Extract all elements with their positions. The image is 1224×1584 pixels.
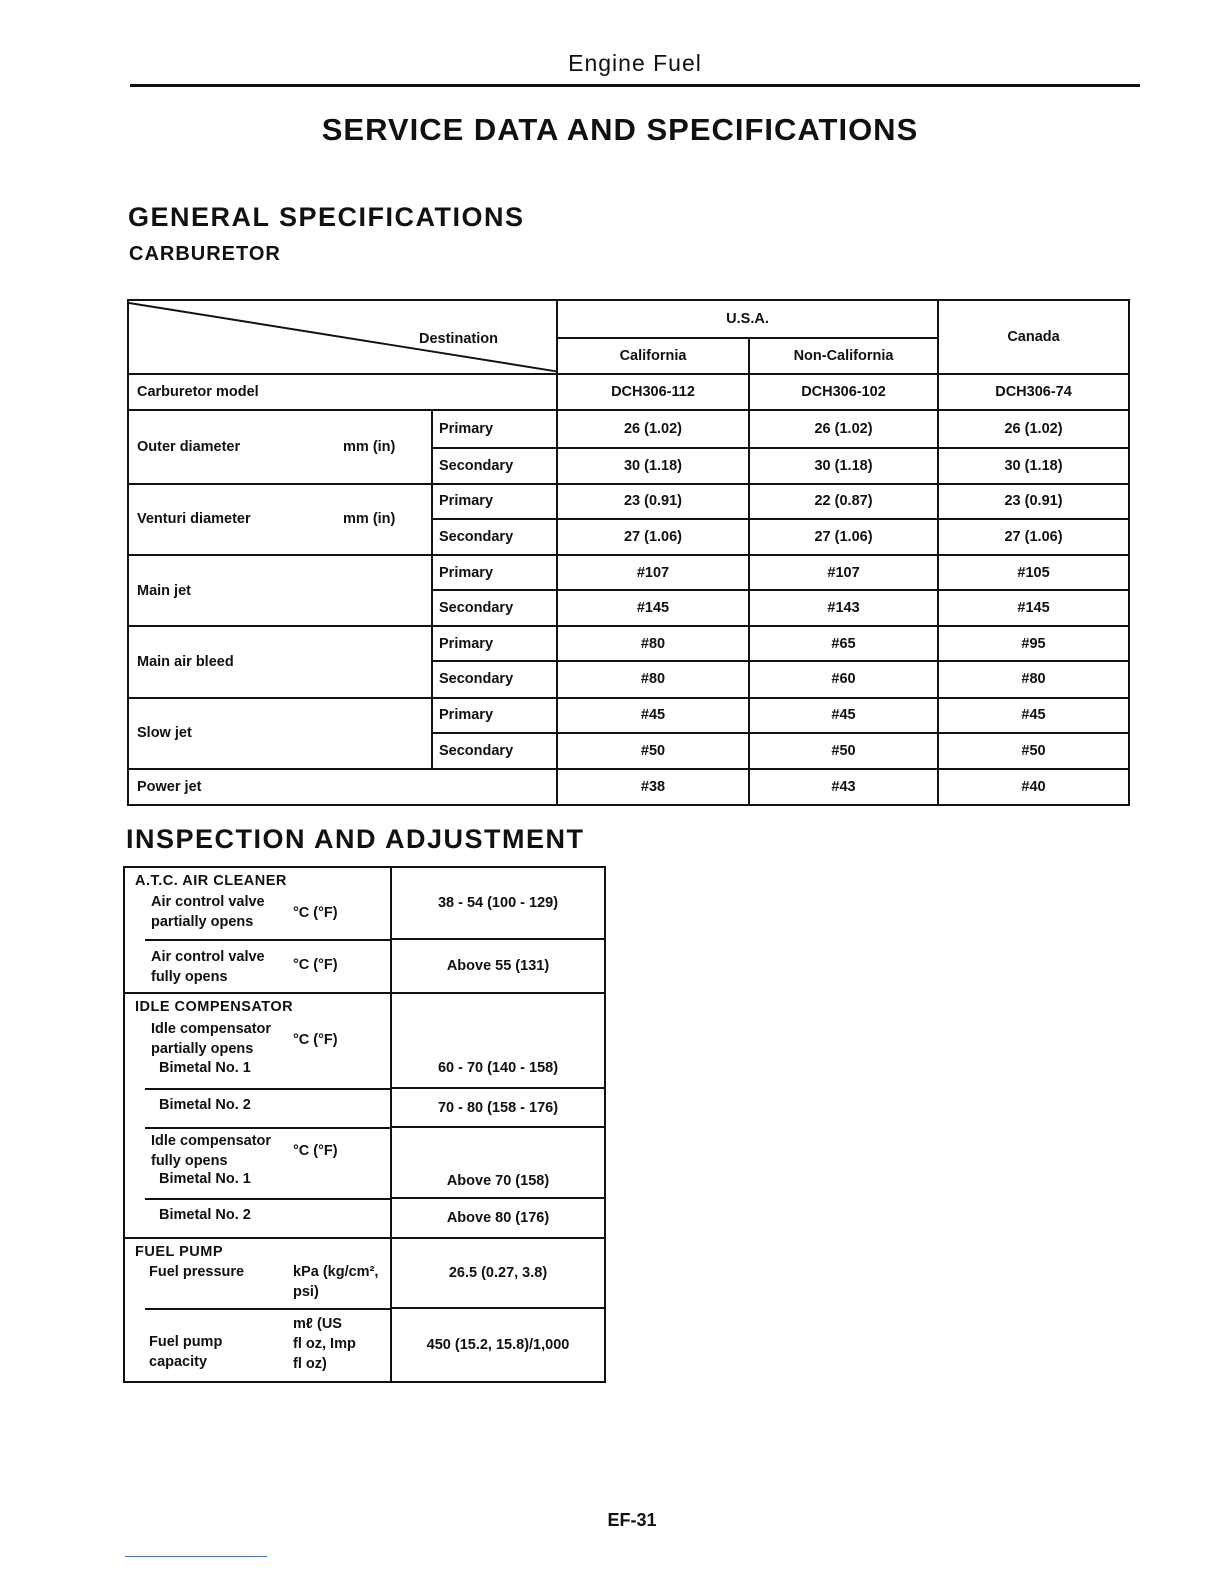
table-row — [124, 993, 605, 1088]
idle-full-label-cell — [124, 1127, 391, 1198]
bottom-rule — [125, 1556, 267, 1557]
table-row — [128, 484, 1129, 519]
canada-header: Canada — [938, 300, 1129, 374]
sub-label: Primary — [432, 555, 557, 590]
cell-non-california: 30 (1.18) — [749, 448, 938, 484]
cell-canada: #50 — [938, 733, 1129, 769]
row-unit: mm (in) — [343, 439, 396, 456]
row-label-text: Venturi diameter — [137, 511, 251, 528]
sub-label: Primary — [432, 484, 557, 519]
table-row — [124, 1198, 605, 1238]
table-row — [124, 867, 605, 939]
header-rule — [130, 84, 1140, 87]
sub-label: Primary — [432, 698, 557, 733]
cell-california: #145 — [557, 590, 749, 626]
table-row — [124, 1088, 605, 1127]
sub-label: Secondary — [432, 519, 557, 555]
item-unit: °C (°F) — [293, 957, 338, 973]
idle-partial-value1: 60 - 70 (140 - 158) — [437, 1060, 559, 1076]
fuel-capacity-value: 450 (15.2, 15.8)/1,000 — [391, 1308, 605, 1382]
table-row — [128, 555, 1129, 590]
row-label — [128, 484, 432, 555]
idle-full-value1: Above 70 (158) — [446, 1173, 550, 1189]
table-row — [128, 698, 1129, 733]
non-california-header: Non-California — [749, 338, 938, 374]
cell-non-california: #45 — [749, 698, 938, 733]
cell-non-california: #43 — [749, 769, 938, 805]
sub-label: Primary — [432, 626, 557, 661]
cell-canada: 30 (1.18) — [938, 448, 1129, 484]
cell-canada: 23 (0.91) — [938, 484, 1129, 519]
item-label: Air control valve — [151, 894, 265, 910]
destination-header — [128, 300, 557, 374]
cell-canada: #40 — [938, 769, 1129, 805]
row-unit: mm (in) — [343, 511, 396, 528]
item-unit: kPa (kg/cm², — [293, 1264, 379, 1280]
item-label: fully opens — [151, 1153, 228, 1169]
cell-california: 23 (0.91) — [557, 484, 749, 519]
cell-canada: #145 — [938, 590, 1129, 626]
row-label: Power jet — [128, 769, 557, 805]
idle-full-bimetal2-cell — [124, 1198, 391, 1238]
row-label: Main jet — [128, 555, 432, 626]
cell-california: 26 (1.02) — [557, 410, 749, 447]
table-row — [124, 1127, 605, 1198]
item-unit: psi) — [293, 1284, 319, 1300]
cell-non-california: #65 — [749, 626, 938, 661]
cell-california: #107 — [557, 555, 749, 590]
table-row — [124, 1238, 605, 1308]
item-label: Air control valve — [151, 949, 265, 965]
cell-california: #50 — [557, 733, 749, 769]
cell-non-california: #107 — [749, 555, 938, 590]
cell-canada: #95 — [938, 626, 1129, 661]
california-header: California — [557, 338, 749, 374]
table-row — [128, 626, 1129, 661]
cell-canada: #45 — [938, 698, 1129, 733]
item-label: Fuel pump — [149, 1334, 223, 1350]
idle-partial-bimetal2-cell — [124, 1088, 391, 1127]
item-label: fully opens — [151, 969, 228, 985]
item-unit: °C (°F) — [293, 1143, 338, 1159]
sub-label: Secondary — [432, 448, 557, 484]
fuel-pump-heading: FUEL PUMP — [135, 1244, 224, 1260]
cell-california: #80 — [557, 661, 749, 697]
item-unit: mℓ (US — [293, 1316, 342, 1332]
header-title: Engine Fuel — [568, 50, 702, 76]
cell-california: DCH306-112 — [557, 374, 749, 410]
item-label: Idle compensator — [151, 1021, 272, 1037]
idle-compensator-heading: IDLE COMPENSATOR — [135, 999, 294, 1015]
table-row — [128, 769, 1129, 805]
cell-california: #80 — [557, 626, 749, 661]
bimetal-label: Bimetal No. 1 — [159, 1060, 251, 1076]
destination-label: Destination — [419, 331, 498, 347]
cell-non-california: DCH306-102 — [749, 374, 938, 410]
cell-non-california: #143 — [749, 590, 938, 626]
bimetal-label: Bimetal No. 2 — [159, 1097, 251, 1113]
row-label-text: Outer diameter — [137, 439, 241, 456]
cell-california: 27 (1.06) — [557, 519, 749, 555]
idle-full-value2: Above 80 (176) — [391, 1198, 605, 1238]
cell-canada: #105 — [938, 555, 1129, 590]
table-row — [124, 939, 605, 993]
idle-full-value1-cell — [391, 1127, 605, 1198]
table-row — [128, 410, 1129, 447]
item-label: capacity — [149, 1354, 208, 1370]
cell-non-california: #50 — [749, 733, 938, 769]
carburetor-heading: CARBURETOR — [129, 243, 281, 265]
atc-partial-value: 38 - 54 (100 - 129) — [391, 867, 605, 939]
item-unit: fl oz, Imp — [293, 1336, 356, 1352]
row-label: Main air bleed — [128, 626, 432, 697]
cell-california: 30 (1.18) — [557, 448, 749, 484]
item-label: Idle compensator — [151, 1133, 272, 1149]
atc-partial-label-cell — [124, 867, 391, 939]
table-row — [128, 374, 1129, 410]
inspection-adjustment-heading: INSPECTION AND ADJUSTMENT — [126, 824, 585, 854]
cell-canada: #80 — [938, 661, 1129, 697]
bimetal-label: Bimetal No. 2 — [159, 1207, 251, 1223]
fuel-pressure-label-cell — [124, 1238, 391, 1308]
sub-label: Secondary — [432, 590, 557, 626]
atc-full-label-cell — [124, 939, 391, 993]
cell-california: #38 — [557, 769, 749, 805]
item-unit: °C (°F) — [293, 905, 338, 921]
atc-air-cleaner-heading: A.T.C. AIR CLEANER — [135, 873, 287, 889]
item-label: Fuel pressure — [149, 1264, 245, 1280]
cell-canada: DCH306-74 — [938, 374, 1129, 410]
fuel-capacity-label-cell — [124, 1308, 391, 1382]
row-label: Slow jet — [128, 698, 432, 769]
cell-non-california: 22 (0.87) — [749, 484, 938, 519]
item-label: partially opens — [151, 1041, 254, 1057]
inspection-table — [123, 866, 606, 1383]
item-unit: °C (°F) — [293, 1032, 338, 1048]
carburetor-spec-table — [127, 299, 1130, 806]
fuel-pressure-value: 26.5 (0.27, 3.8) — [391, 1238, 605, 1308]
idle-partial-value2: 70 - 80 (158 - 176) — [391, 1088, 605, 1127]
idle-partial-value1-cell — [391, 993, 605, 1088]
page-number: EF-31 — [607, 1510, 657, 1530]
bimetal-label: Bimetal No. 1 — [159, 1171, 251, 1187]
idle-partial-label-cell — [124, 993, 391, 1088]
item-unit: fl oz) — [293, 1356, 327, 1372]
general-specifications-heading: GENERAL SPECIFICATIONS — [128, 202, 525, 232]
atc-full-value: Above 55 (131) — [391, 939, 605, 993]
cell-canada: 26 (1.02) — [938, 410, 1129, 447]
usa-header: U.S.A. — [557, 300, 938, 338]
cell-california: #45 — [557, 698, 749, 733]
row-label: Carburetor model — [128, 374, 557, 410]
sub-label: Secondary — [432, 661, 557, 697]
sub-label: Secondary — [432, 733, 557, 769]
cell-non-california: 27 (1.06) — [749, 519, 938, 555]
page-title: SERVICE DATA AND SPECIFICATIONS — [321, 112, 919, 147]
row-label — [128, 410, 432, 483]
cell-canada: 27 (1.06) — [938, 519, 1129, 555]
cell-non-california: 26 (1.02) — [749, 410, 938, 447]
sub-label: Primary — [432, 410, 557, 447]
table-row — [124, 1308, 605, 1382]
item-label: partially opens — [151, 914, 254, 930]
cell-non-california: #60 — [749, 661, 938, 697]
